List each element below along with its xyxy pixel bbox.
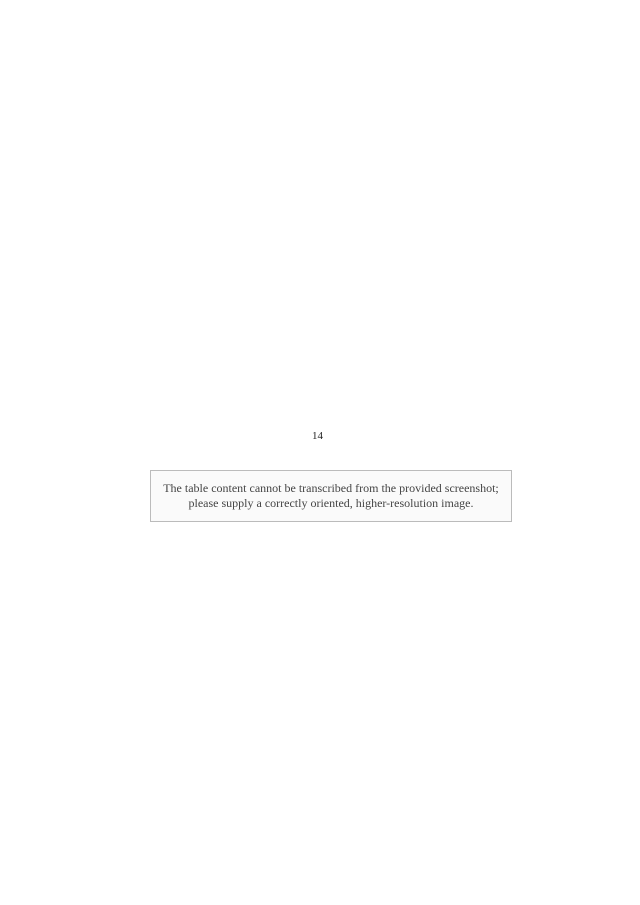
transcription-notice: The table content cannot be transcribed from the provided screenshot; please supply a correctly oriented, higher-resolution image. bbox=[150, 470, 512, 522]
page-number: 14 bbox=[312, 430, 323, 442]
